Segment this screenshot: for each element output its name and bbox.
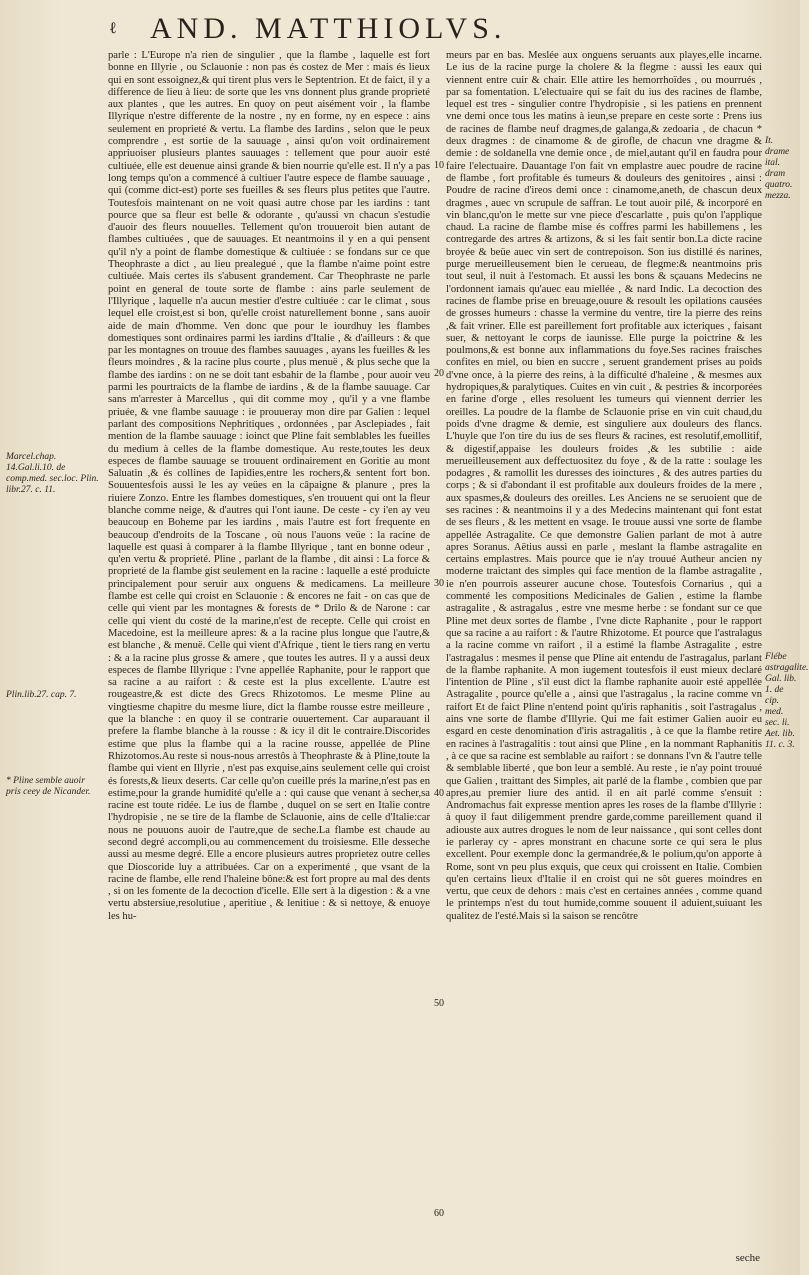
- margin-note-right: Flébe astragalite. Gal. lib. 1. de cip. med. sec. li. Aet. lib. 11. c. 3.: [765, 652, 809, 750]
- line-number: 10: [434, 160, 444, 171]
- margin-note-left: Plin.lib.27. cap. 7.: [6, 690, 77, 700]
- line-number: 50: [434, 998, 444, 1009]
- line-number: 60: [434, 1208, 444, 1219]
- running-head: AND. MATTHIOLVS.: [150, 12, 507, 45]
- left-column: [108, 50, 430, 923]
- margin-note-left: Marcel.chap. 14.Gal.li.10. de comp.med. sec.loc. Plin. libr.27. c. 11.: [6, 452, 99, 495]
- left-column-text: parle : L'Europe n'a rien de singulier , que la flambe , laquelle est fort bonne en Illyrie , ou Sclauonie : non pas és costez de Mer : mais és lieux qui en sont essoignez,& qui tirent plus vers le Septentrion. Et de faict, il y a difference de lieu à lieu: de sorte que les vns donnent plus grande proprieté aux plantes , que les autres. En quoy on peut aisément voir , la flambe Illyrique n'estre differente de la nostre , ny en forme, ny en espece : ains seulement en proprieté & vertu. La flambe des Iardins , selon que le peux comprendre , est sortie de la sauuage , ainsi qu'on voit ordinairement appriuoiser plusieurs plantes sauuages : tellement que pour auoir esté cultiuée, elle est deuenue ainsi grande & bien nourrie qu'elle est. Il n'y a pas long temps qu'on a commencé à cultiuer l'autre espece de flambe sauuage , qui (comme dict-est) porte ses fueilles & ses fleurs plus petites que l'autre. Toutesfois maintenant on ne voit quasi autre chose par les iardins : tant pource que sa fleur est belle & odorante , qu'aussi vn chacun s'estudie d'auoir des fleurs nouuelles. Tellement qu'on trouueroit bien autant de flambes cultiuées , que de sauuages. Et neantmoins il y en a qui pensent qu'il n'y a point de flambe domestique & cultiuée : se fondans sur ce que Theophraste a dict , au lieu prealegué , que la flambe n'aime point estre cultiuée. Mais certes ils s'abusent grandement. Car Theophraste ne parle point en general de toute sorte de flambe : ains parle seulement de l'Illyrique , laquelle n'a aucun mestier d'estre cultiuée : car le climat , sous lequel elle croist,est si bon, qu'elle croist naturellement bonne , sans auoir aide de main d'homme. Ven donc que pour le iourdhuy les flambes domestiques sont ordinaires parmi les iardins d'Italie , & d'ailleurs : & que par les montagnes on trouue des flambes sauuages , ayans les fueilles & les fleurs moindres , & la racine plus courte , plus menuë , & plus seche que la flambe des iardins : on ne se doit tant esbahir de la flambe , pour auoir veu parmi les pourtraicts de la flambe de iardins , & de la flambe sauuage. Car sans m'arrester à Marcellus , qui dit comme moy , qu'il y a vne flambe priuée, & vne flambe sauuage : ie prouueray mon dire par Galien : lequel parlant des compositions Nephritiques , ordonnées , par Asclepiades , fait mention de la flambe sauuage : ioinct que Pline fait semblables les fueilles du medium à celles de la flambe domestique. Au reste,toutes les deux especes de flambe sauuage se trouuent ordinairement en Goritie au mont Saluatin ,& és collines de Iapidies,entre les rochers,& sentent fort bon. Souuentesfois aussi le les ay veües en la câpaigne & planure , pres la riuiere Zonzo. Entre les flambes domestiques, s'en trouuent qui ont la fleur blanche comme neige, & d'autres qui l'ont iaune. De ceste - cy i'en ay veu beaucoup en Boheme par les iardins , mais l'autre est fort frequente en beaucoup d'endroits de la Toscane , où nous l'auons veüe : la racine de laquelle est quasi à comparer à la flambe Illyrique , tant en bonne odeur , qu'en vertu & proprieté. Pline , parlant de la flambe , dit ainsi : La force & proprieté de la flambe gist seulement en la racine : laquelle a esté produicte principalement pour seruir aux onguens & medicamens. La meilleure flambe est celle qui croist en Sclauonie : & encores ne fait - on cas que de celle qui vient par les montagnes & forests de * Drilo & de Narone : car celle qui vient du costé de la marine,n'est de receptе. Celle qui croist en Macedoine, est la meilleure apres: & a la racine plus longue que l'autre,& est blanche , & menuë. Celle qui vient d'Afrique , tient le tiers rang en vertu : & a la racine plus grosse & amere , que toutes les autres. Il y a aussi deux especes de flambe Illyrique : l'vne appellée Raphanite, pour le rapport que sa racine a au raifort : & ceste est la plus excellente. L'autre est rougeastre,& est dicte des Grecs Rhizotomos. Le mesme Pline au vingtiesme chapitre du mesme liure, dict la flambe rousse estre meilleure , que la blanche : en quoy il se contrarie ouuertement. Car auparauant il prefere la flambe blanche à la rousse : & icy il dit le contraire.Discorides estime que plus la flambe qui a la racine rousse, appellée de Pline Rhizotomos.Au reste si nous-nous arrestôs à Theophraste & à Pline,toute la flambe qui vient en Illyrie , n'est pas exquise,ains seulement celle qui croist és forests,& lieux deserts. Car celle qu'on cueille prés la marine,n'est pas en estime,pour la grande humidité qu'elle a : qui cause que venant à secher,sa racine est toute ridée. Le ius de flambe , duquel on se sert en Italie contre l'hydropisie , ne se tire de la flambe de Sclauonie, ains de celle d'Italie:car nous ne pouuons auoir de l'autre,que de seche.La flambe est chaude au second degré accompli,ou au commencement du troisiesme. Elle desseche aussi au mesme degré. Elle a encore plusieurs autres proprietez outre celles que Dioscoride luy a attribuées. Car on a experimenté , que vsant de la racine de flambe, elle rend l'haleine bône:& est fort propre au mal des dents , si on les fomente de la decoction d'icelle. Elle sert à la digestion : & a vne vertu abstersiue,resolutiue , aperitiue , & lenitiue : & si nettoye, & enuoye les hu-: [108, 50, 430, 922]
- line-numbers: [432, 50, 446, 1250]
- line-number: 20: [434, 368, 444, 379]
- margin-note-left: * Pline semble auoir pris ceey de Nicander.: [6, 776, 91, 797]
- right-column: [446, 50, 762, 923]
- line-number: 30: [434, 578, 444, 589]
- line-number: 40: [434, 788, 444, 799]
- catchword: seche: [735, 1252, 760, 1264]
- right-column-text: meurs par en bas. Meslée aux onguens seruants aux playes,elle incarne. Le ius de la racine purge la cholere & la flegme : aussi les eaux qui viennent entre cuir & chair. Elle attire les hemorrhoïdes , ou mourrués , par sa fomentation. L'electuaire qui se fait du ius des racines de flambe, lequel est tres - singulier contre l'hydropisie , si les patiens en prennent vne demi once tous les matins à ieun,se prepare en ceste sorte : Prens ius de racines de flambe neuf dragmes,de galanga,& zedoaria , de chacun * deux dragmes : de cinamome & de girofle, de chacun vne dragme & demie : de soldanella vne demie once , de miel,autant qu'il en faudra pour faire l'electuaire. Dauantage l'on fait vn emplastre auec poudre de racine de flambe , fort profitable és tumeurs & douleurs des genitoires , ainsi : Poudre de racine d'ireos demi once : cinamome,aneth, de chascun deux dragmes , auec vn scrupule de saffran. Le tout auoir pilé, & incorporé en vin blanc,qu'on le mette sur vne piece d'escarlatte , puis qu'on l'applique chaud. La racine de flambe mise és coffres parmi les habillemens , les contregarde des artres & artizons, & si les fait sentir bon.La dicte racine broyée & beüe auec vin sert de contrepoison. Son ius distillé és narines, purge merueilleusement bien le cerueau, de flegme:& neantmoins pris tout seul, il nuit à l'estomach. Et aussi les bons & sçauans Medecins ne l'ordonnent iamais qu'auec eau miellée , & nard Indic. La decoction des racines de flambe prise en breuage,ouure & resoult les opilations causées de grosses humeurs : chasse la vermine du ventre, tire la pierre des reins ,& fait vriner. Elle est pareillement fort profitable aux icteriques , faisant suer, & nettoyant le corps de iaunisse. Elle purge la poictrine & les poulmons,& est bonne aux inflammations du foye.Ses racines fraisches confites en miel, ou bien en succre , seruent grandement prises au poids d'vne once, à la pierre des reins, à la difficulté d'haleine , & mesmes aux hydropiques,& paralytiques. Cuites en vin cuit , & pestries & incorporées en farine d'orge , elles resoluent les tumeurs qui viennent derrier les oreilles. La poudre de la flambe de Sclauonie prise en vin cuit chaud,du poids d'vne dragme & demie, est singuliere aux douleurs des flancs. L'huyle que l'on tire du ius de ses fleurs & racines, est resolutif,emollitif, & digestif,appaise les douleurs froides ,& les subtilie : aide merueilleusement aux deffectuositez du foye , & de la ratte : soulage les podagres , & ramollit les duresses des ioinctures , & des autres parties du corps ; & si d'abondant il est profitable aux douleurs froides de la mere , aux spasmes,& douleurs des oreilles. Les Anciens ne se seruoient que de ses racines : & neantmoins il y a des Medecins maintenant qui font estat de ses fleurs , & les mettent en vsage. Ie trouue aussi vne sorte de flambe appellée Astragalite. Ce que demonstre Galien parlant de mot à autre apres Soranus. Aëtius aussi en parle , meslant la flambe astragalite en certains emplastres. Mais pource que ie n'ay trouué Autheur ancien ny moderne traictant des simples qui face mention de la flambe astragalite , ie n'en pourrois asseurer aucune chose. Toutesfois Cornarius , qui a commenté les compositions Medicinales de Galien , estime la flambe astragalite , & astragalus , estre vne mesme herbe : se fondant sur ce que Pline met deux sortes de flambe , l'vne dicte Raphanite , pour le rapport que sa racine a au raifort : & l'autre Rhizotome. Et pource que l'astralagus a la racine comme vn raifort , il a estimé la flambe Astragalite , estre l'astragalus : mesmes il pense que Pline ait entendu de l'astragalus, parlant de la flambe raphanite. A mon iugement toutesfois il eust mieux declaré l'intention de Pline , s'il eust dict la flambe raphanite auoir esté appellée Astragalite , pource qu'elle a , ainsi que l'astragalus , la racine comme vn raifort Et de faict Pline n'entend point qu'iris raphanitis , soit l'astragalus , ains vne sorte de flambe d'Illyrie. Qui me fait estimer Galien auoir eu esgard en ceste denomination d'iris astragalitis , à ce que la flambe retire en racines à l'astragalitis : tout ainsi que Pline , en la nommant Raphanitis , à ce que sa racine est semblable au raifort : se donnans l'vn & l'autre telle & semblable liberté , que bon leur a semblé. Au reste , ie n'ay point trouué que Galien , traittant des Simples, ait parlé de la flambe , combien que par apres,au premier liure des antid. il en ait parlé comme s'ensuit : Andromachus fait expresse mention apres les roses de la flambe d'Illyrie : à quoy il faut diligemment prendre garde,comme pareillement quand il adiouste aux autres drogues le nom de leur naissance , qui sont celles dont ie parleray cy - apres monstrant en chacune sorte ce qui sera le plus excellent. Pour exemple donc la germandrée,& le polium,qu'on apporte à Rome, sont vn peu plus exquis, que ceux qui croissent en Italie. Combien qu'en certains lieux d'Italie il en croist qui ne sôt gueres moindres en vertu, que ceux de dehors : mais c'est en certaines années , comme quand le printemps n'est du tout humide,comme souuent il aduient,suiuant les qualitez de l'esté.Mais si la saison se rencôtre: [446, 50, 762, 922]
- margin-note-right: It. drame ital. dram quatro. mezza.: [765, 136, 793, 201]
- page-header: [110, 12, 750, 48]
- page-folio: ℓ: [110, 20, 116, 37]
